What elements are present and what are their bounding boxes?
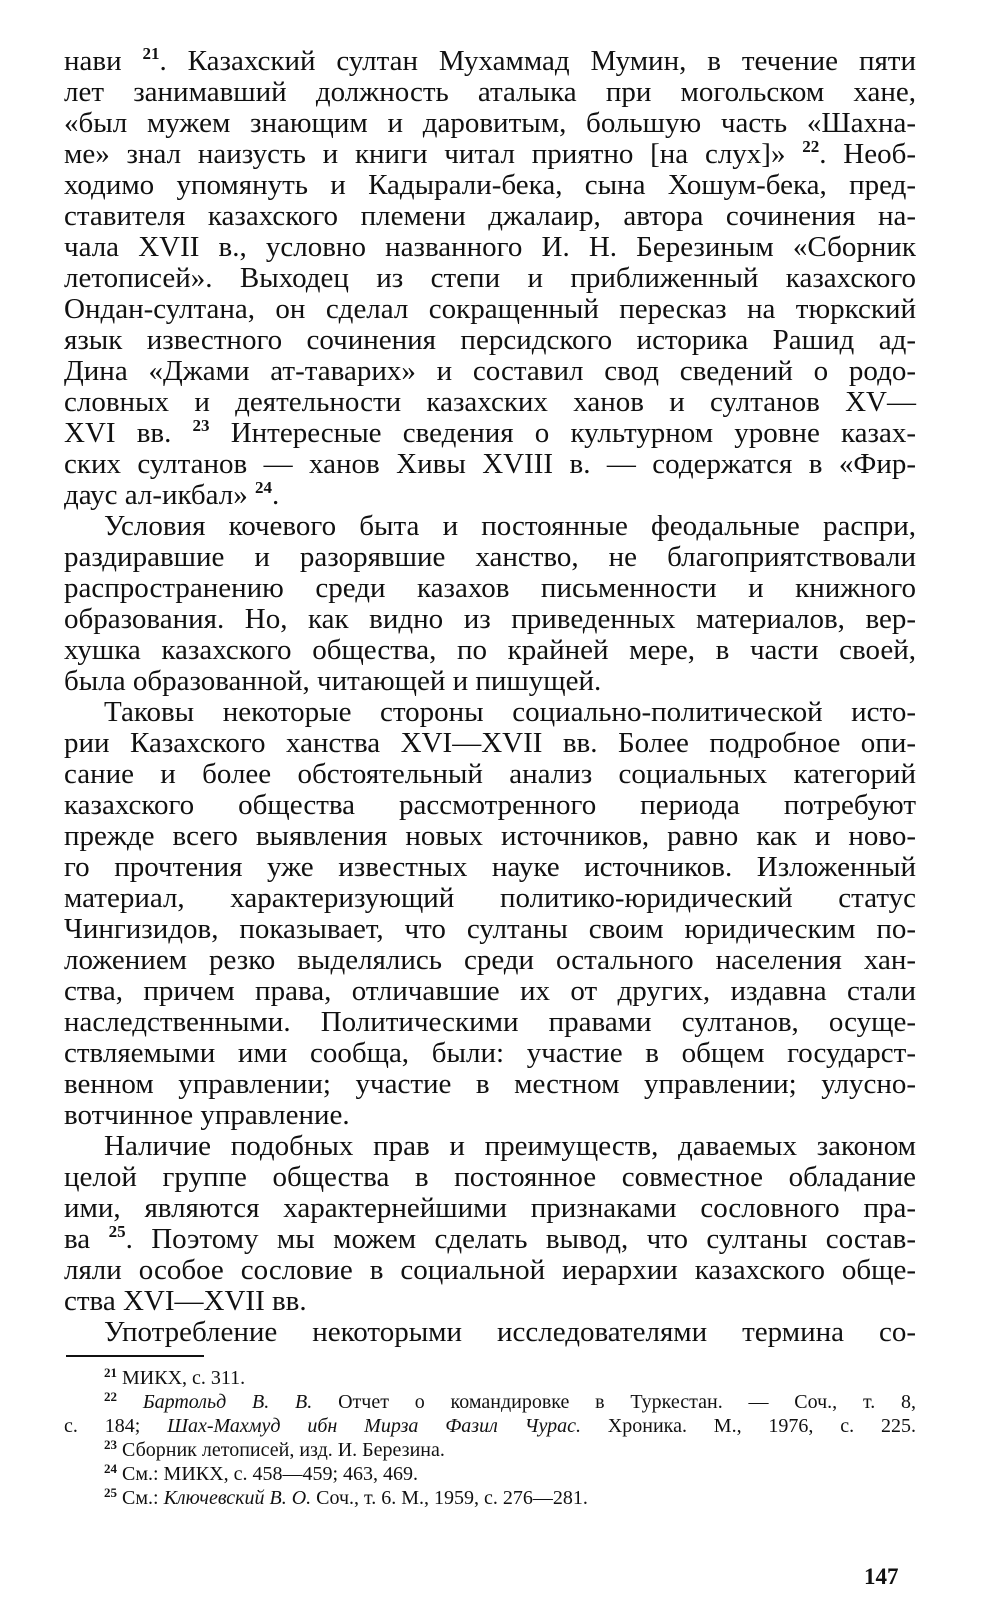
text-line: вотчинное управление.	[64, 1099, 350, 1131]
text-line: ских султанов — ханов Хивы XVIII в. — содержатся в «Фир-	[64, 448, 916, 480]
text-line: даус ал-икбал» $^{24}$.	[64, 478, 280, 511]
text-line: целой группе общества в постоянное совместное обладание	[64, 1161, 916, 1193]
footnote-ref: 21	[142, 44, 160, 63]
footnote-21: $^{21}$ МИКХ, с. 311.	[104, 1365, 246, 1389]
text-line: словных и деятельности казахских ханов и султанов XV—	[64, 386, 916, 418]
footnote-ref: 24	[255, 478, 273, 497]
text-line: ства XVI—XVII вв.	[64, 1285, 307, 1317]
paragraph-start: Употребление некоторыми исследователями термина со-	[104, 1316, 916, 1348]
text-line: материал, характеризующий политико-юридический статус	[64, 882, 916, 914]
text-line: ляли особое сословие в социальной иерархии казахского обще-	[64, 1254, 916, 1286]
text-line: распространению среди казахов письменности и книжного	[64, 572, 916, 604]
text-line: XVI вв. $^{23}$ Интересные сведения о культурном уровне казах-	[64, 416, 916, 449]
text-line: венном управлении; участие в местном управлении; улусно-	[64, 1068, 916, 1100]
footnote-24: $^{24}$ См.: МИКХ, с. 458—459; 463, 469.	[104, 1461, 418, 1485]
text-line: хушка казахского общества, по крайней мере, в части своей,	[64, 634, 916, 666]
footnote-ref: 22	[802, 137, 820, 156]
text-line: лет занимавший должность аталыка при могольском хане,	[64, 76, 916, 108]
text-line: ложением резко выделялись среди остального населения хан-	[64, 944, 916, 976]
text-line: рии Казахского ханства XVI—XVII вв. Более подробное опи-	[64, 727, 916, 759]
text-line: ходимо упомянуть и Кадырали-бека, сына Хошум-бека, пред-	[64, 169, 916, 201]
paragraph-start: Наличие подобных прав и преимуществ, даваемых законом	[104, 1130, 916, 1162]
paragraph-start: Таковы некоторые стороны социально-политической исто-	[104, 696, 916, 728]
text-line: ства, причем права, отличавшие их от других, издавна стали	[64, 975, 916, 1007]
text-line: ими, являются характернейшими признаками сословного пра-	[64, 1192, 916, 1224]
text-line: образования. Но, как видно из приведенных материалов, вер-	[64, 603, 916, 635]
footnote-22-cont: с. 184; Шах-Махмуд ибн Мирза Фазил Чурас. Хроника. М., 1976, с. 225.	[64, 1415, 917, 1437]
text-line: нави $^{21}$. Казахский султан Мухаммад Мумин, в течение пяти	[64, 44, 916, 77]
text-line: чала XVII в., условно названного И. Н. Березиным «Сборник	[64, 231, 916, 263]
text-line: язык известного сочинения персидского историка Рашид ад-	[64, 324, 916, 356]
footnote-rule	[66, 1355, 204, 1357]
page-number: 147	[864, 1564, 899, 1589]
paragraph-start: Условия кочевого быта и постоянные феодальные распри,	[104, 510, 916, 542]
text-line: прежде всего выявления новых источников, равно как и ново-	[64, 820, 916, 852]
text-line: Чингизидов, показывает, что султаны своим юридическим по-	[64, 913, 916, 945]
text-line: ствляемыми ими сообща, были: участие в общем государст-	[64, 1037, 916, 1069]
footnote-ref: 25	[108, 1222, 126, 1241]
text-line: Дина «Джами ат-таварих» и составил свод сведений о родо-	[64, 355, 916, 387]
footnote-23: $^{23}$ Сборник летописей, изд. И. Березина.	[104, 1437, 445, 1461]
text-line: ставителя казахского племени джалаир, автора сочинения на-	[64, 200, 916, 232]
text-line: казахского общества рассмотренного периода потребуют	[64, 789, 916, 821]
footnote-25: $^{25}$ См.: Ключевский В. О. Соч., т. 6. М., 1959, с. 276—281.	[104, 1485, 588, 1509]
text-line: раздиравшие и разорявшие ханство, не благоприятствовали	[64, 541, 916, 573]
text-line: была образованной, читающей и пишущей.	[64, 665, 602, 697]
text-line: наследственными. Политическими правами султанов, осуще-	[64, 1006, 916, 1038]
text-line: сание и более обстоятельный анализ социальных категорий	[64, 758, 916, 790]
footnote-ref: 23	[192, 416, 210, 435]
text-line: «был мужем знающим и даровитым, большую часть «Шахна-	[64, 107, 916, 139]
text-line: ме» знал наизусть и книги читал приятно [на слух]» $^{22}$. Необ-	[64, 137, 916, 170]
text-line: Ондан-султана, он сделал сокращенный пересказ на тюркский	[64, 293, 916, 325]
text-line: летописей». Выходец из степи и приближенный казахского	[64, 262, 916, 294]
text-line: го прочтения уже известных науке источников. Изложенный	[64, 851, 916, 883]
text-line: ва $^{25}$. Поэтому мы можем сделать вывод, что султаны состав-	[64, 1222, 916, 1255]
footnote-22: $^{22}$ Бартольд В. В. Отчет о командировке в Туркестан. — Соч., т. 8,	[104, 1389, 917, 1413]
